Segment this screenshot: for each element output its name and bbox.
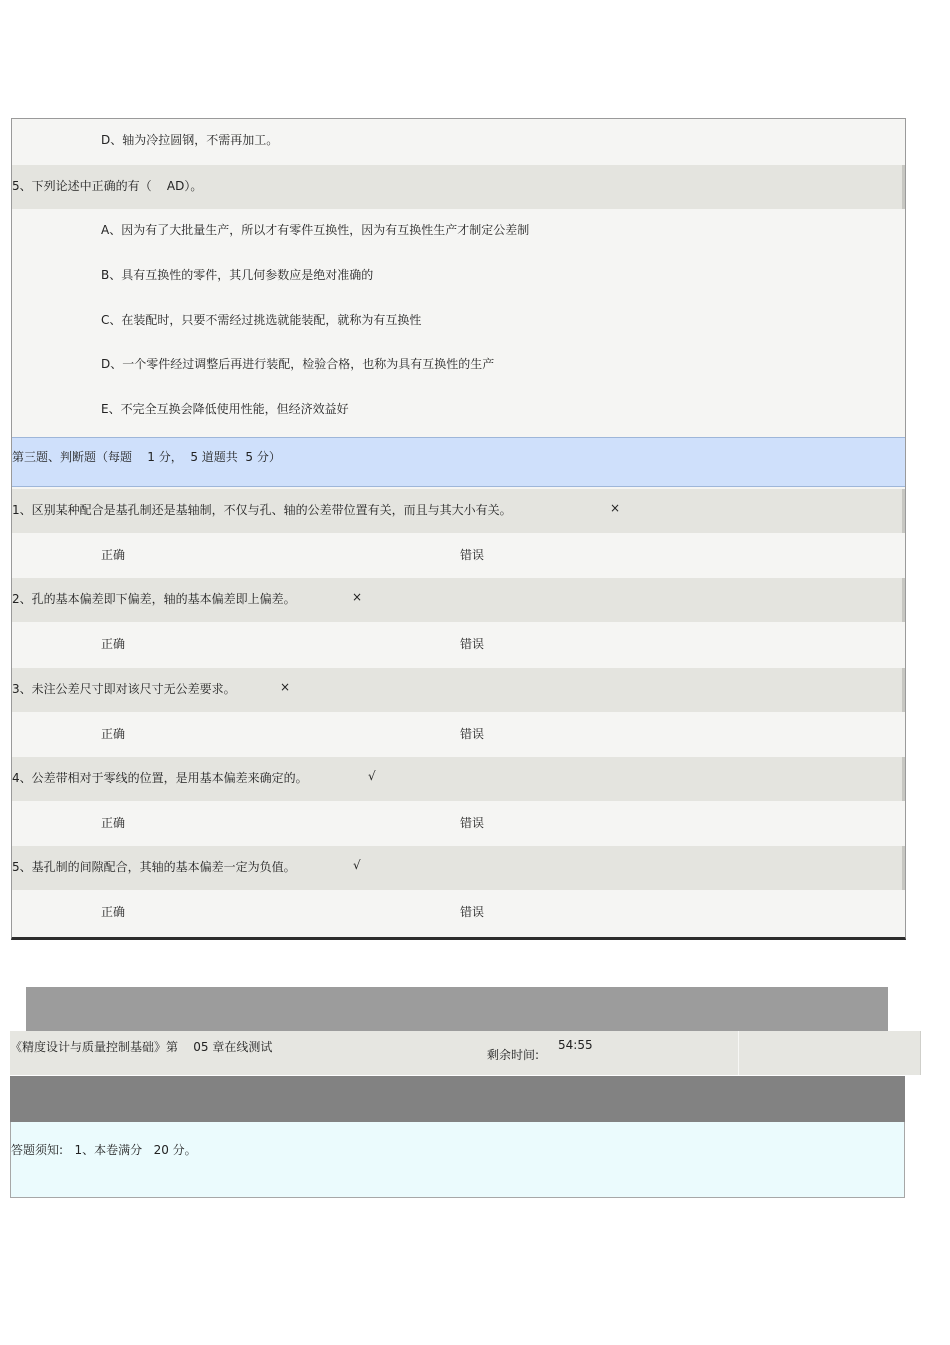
exam-title: 《精度设计与质量控制基础》第 05 章在线测试 [10,1040,273,1054]
answer-row [12,623,905,667]
false-option[interactable]: 错误 [460,727,485,741]
dark-bar [10,1076,905,1122]
question-row [12,578,905,622]
question-row [12,668,905,712]
remaining-time-label: 剩余时间: [487,1048,540,1062]
true-option[interactable]: 正确 [101,816,126,830]
option-label: B、具有互换性的零件，其几何参数应是绝对准确的 [101,268,374,282]
section-title: 第三题、判断题（每题 1 分， 5 道题共 5 分） [12,450,281,464]
answer-mark: √ [353,858,361,872]
option-label: E、不完全互换会降低使用性能，但经济效益好 [101,402,349,416]
answer-mark: × [610,501,621,515]
option-row[interactable] [12,119,905,163]
answer-row [12,802,905,846]
exam-header [10,1031,921,1075]
answer-mark: × [352,590,363,604]
notice-text: 答题须知: 1、本卷满分 20 分。 [11,1143,197,1157]
section-header [12,437,905,487]
option-row[interactable] [12,209,905,253]
answer-row [12,891,905,935]
false-option[interactable]: 错误 [460,637,485,651]
remaining-time-value: 54:55 [558,1038,593,1052]
true-option[interactable]: 正确 [101,727,126,741]
option-label: D、一个零件经过调整后再进行装配，检验合格，也称为具有互换性的生产 [101,357,495,371]
true-option[interactable]: 正确 [101,548,126,562]
question-text: 5、下列论述中正确的有（ AD）。 [12,179,203,193]
notice-box [10,1122,905,1198]
false-option[interactable]: 错误 [460,816,485,830]
option-label: A、因为有了大批量生产，所以才有零件互换性，因为有互换性生产才制定公差制 [101,223,530,237]
header-edge [920,1031,921,1075]
option-label: C、在装配时，只要不需经过挑选就能装配，就称为有互换性 [101,313,422,327]
question-text: 4、公差带相对于零线的位置，是用基本偏差来确定的。 [12,771,308,785]
true-option[interactable]: 正确 [101,905,126,919]
option-row[interactable] [12,254,905,298]
question-text: 5、基孔制的间隙配合，其轴的基本偏差一定为负值。 [12,860,296,874]
option-row[interactable] [12,299,905,343]
question-row [12,846,905,890]
question-text: 2、孔的基本偏差即下偏差，轴的基本偏差即上偏差。 [12,592,296,606]
answer-row [12,713,905,757]
option-row[interactable] [12,388,905,432]
true-option[interactable]: 正确 [101,637,126,651]
option-label: D、轴为冷拉圆钢，不需再加工。 [101,133,279,147]
false-option[interactable]: 错误 [460,548,485,562]
question-text: 3、未注公差尺寸即对该尺寸无公差要求。 [12,682,236,696]
option-row[interactable] [12,343,905,387]
false-option[interactable]: 错误 [460,905,485,919]
question-text: 1、区别某种配合是基孔制还是基轴制，不仅与孔、轴的公差带位置有关，而且与其大小有关。 [12,503,512,517]
answer-mark: × [280,680,291,694]
question-row [12,165,905,209]
top-gray-bar [26,987,888,1031]
answer-mark: √ [368,769,376,783]
quiz-panel [11,118,906,940]
question-row [12,757,905,801]
answer-row [12,534,905,578]
header-divider [738,1031,739,1075]
question-row [12,489,905,533]
